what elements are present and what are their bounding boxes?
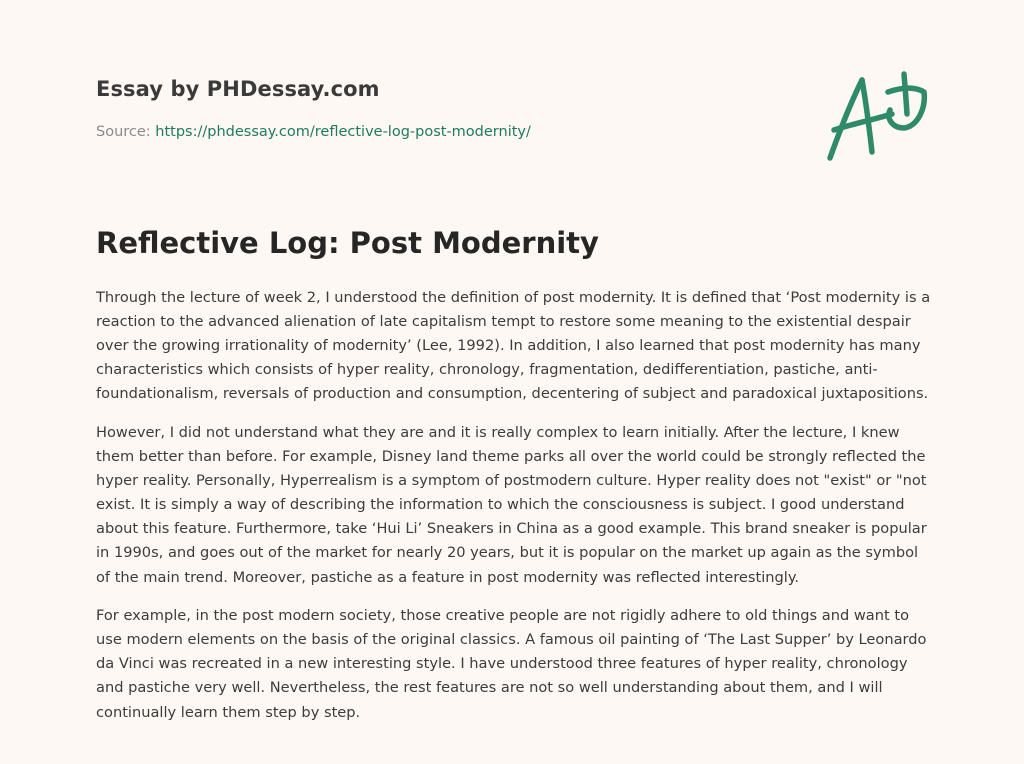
essay-paragraph: For example, in the post modern society, those creative people are not rigidly adhere to old things and want to use modern elements on the basis of the original classics. A famous oil painting of ‘The Last Supper’ by Leonardo da Vinci was recreated in a new interesting style. I have understood three features of hyper reality, chronology and pastiche very well. Nevertheless, the rest features are not so well understanding about them, and I will continually learn them step by step. xyxy=(96,607,927,721)
a-plus-logo-icon xyxy=(822,68,930,164)
essay-body xyxy=(96,286,936,739)
source-line xyxy=(96,124,531,140)
essay-paragraph: However, I did not understand what they are and it is really complex to learn initially. After the lecture, I knew them better than before. For example, Disney land theme parks all over the world could be strongly reflected the hyper reality. Personally, Hyperrealism is a symptom of postmodern culture. Hyper reality does not "exist" or "not exist. It is simply a way of describing the information to which the consciousness is subject. I good understand about this feature. Furthermore, take ‘Hui Li’ Sneakers in China as a good example. This brand sneaker is popular in 1990s, and goes out of the market for nearly 20 years, but it is popular on the market up again as the symbol of the main trend. Moreover, pastiche as a feature in post modernity was reflected interestingly. xyxy=(96,423,927,586)
essay-title: Reflective Log: Post Modernity xyxy=(96,226,599,260)
site-brand: Essay by PHDessay.com xyxy=(96,77,380,101)
source-label: Source: xyxy=(96,124,156,140)
essay-paragraph: Through the lecture of week 2, I understood the definition of post modernity. It is defined that ‘Post modernity is a reaction to the advanced alienation of late capitalism tempt to restore some meaning to the existential despair over the growing irrationality of modernity’ (Lee, 1992). In addition, I also learned that post modernity has many characteristics which consists of hyper reality, chronology, fragmentation, dedifferentiation, pastiche, anti-foundationalism, reversals of production and consumption, decentering of subject and paradoxical juxtapositions. xyxy=(96,289,931,403)
source-link[interactable]: https://phdessay.com/reflective-log-post-modernity/ xyxy=(155,124,531,140)
